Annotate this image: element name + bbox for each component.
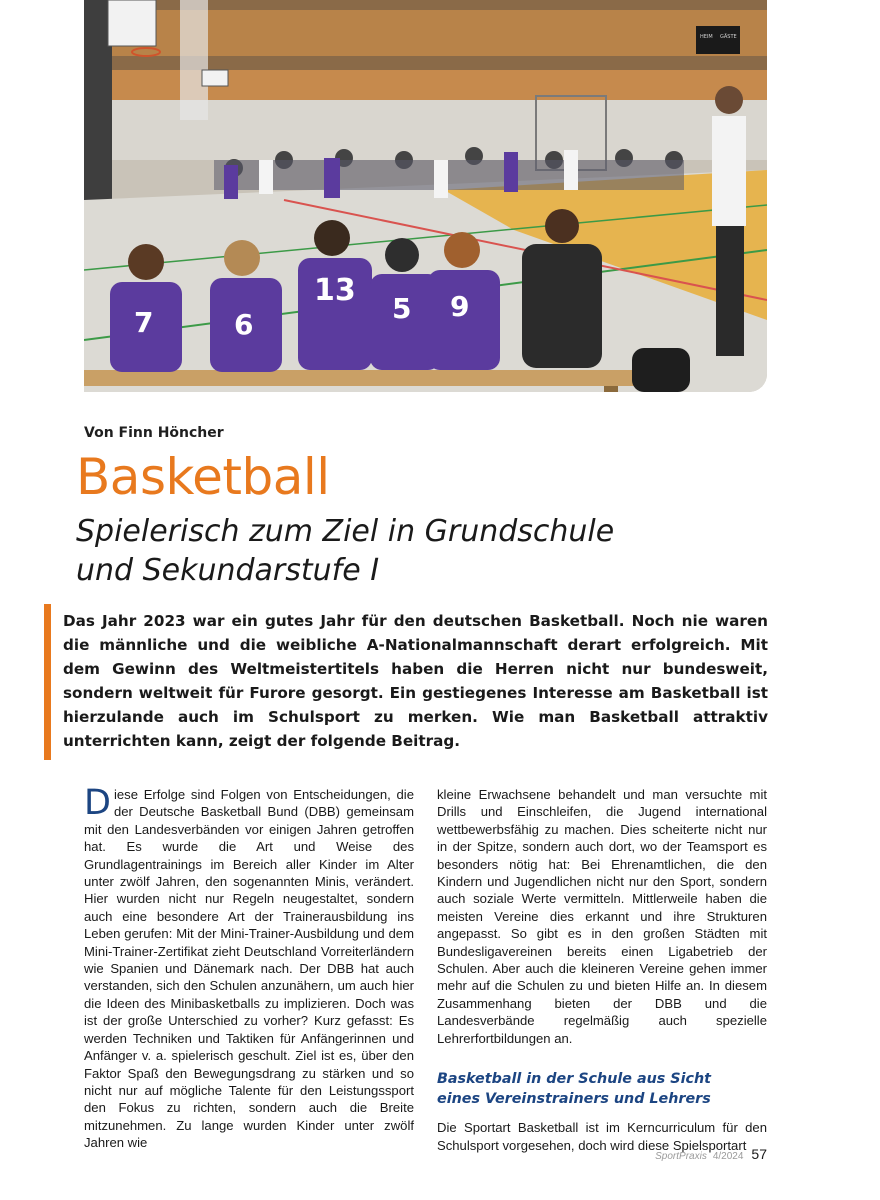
page-footer (655, 1146, 767, 1162)
body-column-right (437, 786, 767, 1154)
magazine-name: SportPraxis (655, 1151, 707, 1162)
jersey-number-5: 5 (392, 292, 412, 325)
subtitle-line-2: und Sekundarstufe I (76, 553, 380, 588)
basketball-hall-illustration (84, 0, 767, 392)
lead-accent-bar (44, 604, 51, 760)
drop-cap: D (84, 783, 111, 823)
jersey-number-7: 7 (134, 306, 154, 339)
issue-number: 4/2024 (712, 1151, 744, 1162)
scoreboard-guest-label: GÄSTE (720, 34, 737, 40)
subtitle-line-1: Spielerisch zum Ziel in Grundschule (76, 514, 615, 549)
section-heading (437, 1069, 767, 1109)
article-subtitle (76, 512, 776, 590)
body-text-right: kleine Erwachsene behandelt und man versuchte mit Drills und Einschleifen, die Jugend international wettbewerbsfähig zu machen. Dies scheiterte nicht nur in der Spitze, sondern auch dort, wo der Teamsport es besonders nötig hat: Bei Ehrenamtlichen, die den Kindern und Jugendlichen nicht nur den Sport, sondern auch soziale Werte vermitteln. Mittlerweile haben die meisten Vereine dies erkannt und ihre Strukturen angepasst. So gibt es in den großen Städten mit Bundesligavereinen bereits einen Ligabetrieb der Schulen. Aber auch die kleineren Vereine gehen immer mehr auf die Schulen zu und bieten Hilfe an. In diesem Zusammenhang bieten der DBB und die Landesverbände regelmäßig auch spezielle Lehrerfortbildungen an. (437, 787, 767, 1046)
section-heading-line-1: Basketball in der Schule aus Sicht (437, 1071, 711, 1088)
jersey-number-6: 6 (234, 308, 254, 341)
page-number: 57 (751, 1146, 767, 1162)
body-text-left: iese Erfolge sind Folgen von Entscheidungen, die der Deutsche Basketball Bund (DBB) gemeinsam mit den Landesverbänden vor einigen Jahren getroffen hat. Es wurde die Art und Weise des Grundlagentrainings im Bereich aller Kinder im Alter unter zwölf Jahren, den sogenannten Minis, verändert. Hier wurden nicht nur Regeln neugestaltet, sondern auch eine besondere Art der Trainerausbildung ins Leben gerufen: Mit der Mini-Trainer-Ausbildung und dem Mini-Trainer-Zertifikat zieht Deutschland Vorreiterländern wie Spanien und Dänemark nach. Der DBB hat auch verstanden, sich den Schulen anzunähern, um auch hier die Ideen des Minibasketballs zu implizieren. Doch was ist der große Unterschied zu vorher? Kurz gefasst: Es werden Techniken und Taktiken für Anfängerinnen und Anfänger v. a. spielerisch geschult. Ziel ist es, über den Faktor Spaß den Bewegungsdrang zu stärken und so nicht nur auf mögliche Talente für den Leistungssport den Fokus zu richten, sondern auch die Breite mitzunehmen. Zu lange wurden Kinder unter zwölf Jahren wie (84, 787, 414, 1151)
article-photo (84, 0, 767, 392)
section-text: Die Sportart Basketball ist im Kerncurriculum für den Schulsport vorgesehen, doch wird diese Spielsportart (437, 1120, 767, 1153)
jersey-number-9: 9 (450, 290, 470, 323)
author-line: Von Finn Höncher (84, 425, 224, 441)
article-title: Basketball (76, 448, 330, 506)
lead-paragraph: Das Jahr 2023 war ein gutes Jahr für den deutschen Basketball. Noch nie waren die männliche und die weibliche A-Nationalmannschaft derart erfolgreich. Mit dem Gewinn des Weltmeistertitels haben die Herren nicht nur bundesweit, sondern weltweit für Furore gesorgt. Ein gestiegenes Interesse am Basketball ist hierzulande auch im Schulsport zu merken. Wie man Basketball attraktiv unterrichten kann, zeigt der folgende Beitrag. (63, 612, 768, 750)
body-column-left (84, 783, 414, 1152)
scoreboard-home-label: HEIM (700, 34, 713, 40)
section-heading-line-2: eines Vereinstrainers und Lehrers (437, 1091, 711, 1108)
jersey-number-13: 13 (314, 273, 356, 308)
